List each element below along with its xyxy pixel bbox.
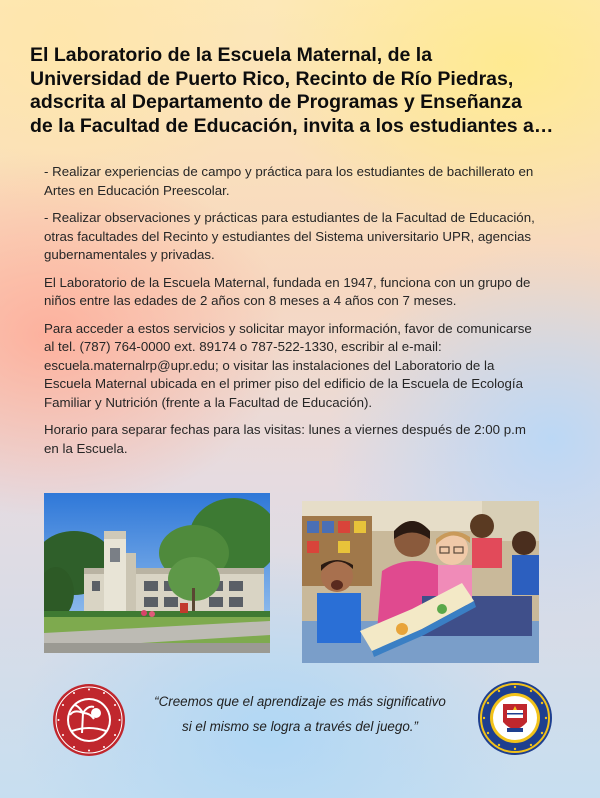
heading-line: El Laboratorio de la Escuela Maternal, de la [30, 44, 433, 66]
reading-children-photo [302, 501, 539, 663]
schedule-paragraph: Horario para separar fechas para las visitas: lunes a viernes después de 2:00 p.m en la Escuela. [44, 422, 526, 456]
about-paragraph: El Laboratorio de la Escuela Maternal, fundada en 1947, funciona con un grupo de niños entre las edades de 2 años con 8 meses a 4 años con 7 meses. [44, 274, 531, 308]
body-text [44, 163, 544, 467]
invitation-heading [30, 44, 590, 138]
service-item-observations: - Realizar observaciones y prácticas para estudiantes de la Facultad de Educación, otras facultades del Recinto y estudiantes del Sistema universitario UPR, agencias gubernamentales y privadas. [44, 210, 535, 262]
quote [140, 689, 460, 739]
quote-line: si el mismo se logra a través del juego.” [182, 719, 418, 734]
heading-line: adscrita al Departamento de Programas y Enseñanza [30, 91, 523, 113]
building-photo [44, 493, 270, 653]
upr-seal-text [126, 683, 127, 684]
faculty-education-seal-logo [477, 680, 553, 756]
service-item-field-practice: - Realizar experiencias de campo y práctica para los estudiantes de bachillerato en Artes en Educación Preescolar. [44, 164, 534, 198]
quote-line: “Creemos que el aprendizaje es más significativo [154, 694, 446, 709]
faculty-seal-text [553, 680, 554, 681]
upr-seal-logo [52, 683, 126, 757]
heading-line: de la Facultad de Educación, invita a los estudiantes a… [30, 114, 554, 137]
contact-paragraph: Para acceder a estos servicios y solicitar mayor información, favor de comunicarse al tel. (787) 764-0000 ext. 89174 o 787-522-1330, escribir al e-mail: escuela.maternalrp@upr.edu; o visitar las instalaciones del Laboratorio de la Escuela Maternal ubicada en el primer piso del edificio de la Escuela de Ecología Familiar y Nutrición (frente a la Facultad de Educación). [44, 320, 532, 410]
heading-line: Universidad de Puerto Rico, Recinto de Río Piedras, [30, 67, 514, 90]
